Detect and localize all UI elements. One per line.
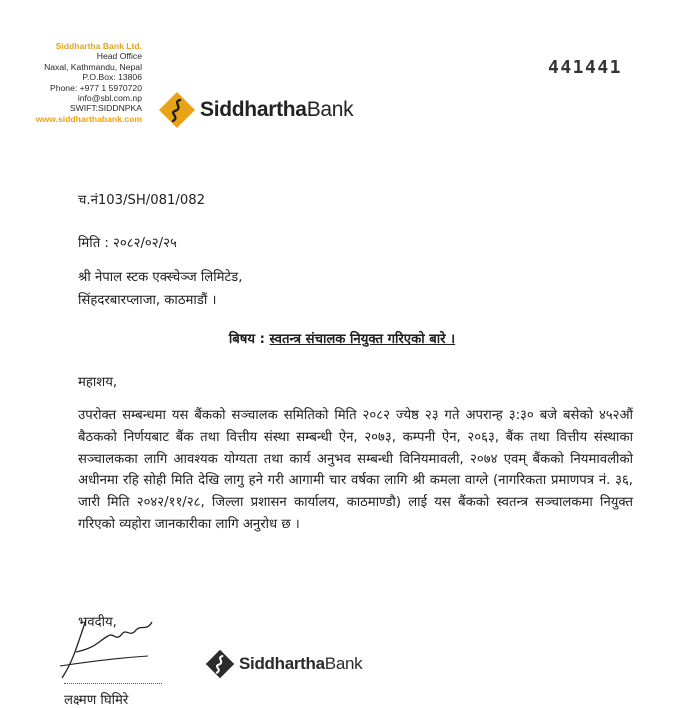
handwritten-signature bbox=[56, 612, 176, 682]
recipient-address: सिंहदरबारप्लाजा, काठमाडौं । bbox=[78, 293, 217, 308]
bank-logo-stamp bbox=[205, 649, 362, 679]
email: info@sbl.com.np bbox=[77, 93, 142, 104]
bank-wordmark: SiddharthaBank bbox=[200, 98, 354, 121]
letter-date: मिति : २०८२/०२/२५ bbox=[78, 236, 177, 251]
website: www.siddharthabank.com bbox=[35, 113, 142, 124]
subject-text: स्वतन्त्र संचालक नियुक्त गरिएको बारे । bbox=[269, 332, 456, 347]
letter-body: उपरोक्त सम्बन्धमा यस बैंकको सञ्चालक समितिको मिति २०८२ ज्येष्ठ २३ गते अपरान्ह ३:३० बजे बसेको ४५२औं बैठकको निर्णयबाट बैंक तथा वित्तीय संस्था सम्बन्धी ऐन, २०७३, कम्पनी ऐन, २०६३, बैंक तथा वित्तीय संस्थाका सञ्चालकका लागि आवश्यक योग्यता तथा कार्य अनुभव सम्बन्धी विनियमावली, २०७४ एवम् बैंकको नियमावलीको अधीनमा रहि सोही मिति देखि लागु हने गरी आगामी चार वर्षका लागि श्री कमला वाग्ले (नागरिकता प्रमाणपत्र नं. ३६, जारी मिति २०४२/११/२८, जिल्ला प्रशासन कार्यालय, काठमाण्डौ) लाई यस बैंकको स्वतन्त्र सञ्चालकमा नियुक्त गरिएको व्यहोरा जानकारीका लागि अनुरोध छ । bbox=[78, 408, 633, 532]
bank-address-block bbox=[0, 41, 142, 124]
office-label: Head Office bbox=[96, 51, 142, 62]
siddhartha-diamond-logo-icon bbox=[158, 91, 196, 129]
bank-logo-top bbox=[158, 91, 353, 129]
document-number: 441441 bbox=[548, 57, 623, 78]
bank-wordmark-stamp: SiddharthaBank bbox=[239, 654, 363, 673]
bank-name: Siddhartha Bank Ltd. bbox=[55, 41, 142, 51]
subject-line bbox=[0, 329, 684, 347]
phone: Phone: +977 1 5970720 bbox=[50, 82, 142, 93]
signature-line bbox=[64, 683, 162, 684]
reference-number: च.नं103/SH/081/082 bbox=[78, 193, 206, 208]
swift-code: SWIFT:SIDDNPKA bbox=[69, 103, 142, 114]
salutation: महाशय, bbox=[78, 375, 118, 390]
signatory-name: लक्ष्मण घिमिरे bbox=[64, 693, 129, 708]
closing: भवदीय, bbox=[78, 615, 117, 630]
address-line: Naxal, Kathmandu, Nepal bbox=[44, 61, 142, 72]
siddhartha-diamond-logo-icon bbox=[205, 649, 235, 679]
po-box: P.O.Box: 13806 bbox=[82, 72, 142, 83]
subject-label: बिषय : bbox=[228, 332, 270, 347]
recipient-name: श्री नेपाल स्टक एक्स्चेञ्ज लिमिटेड, bbox=[78, 270, 243, 285]
